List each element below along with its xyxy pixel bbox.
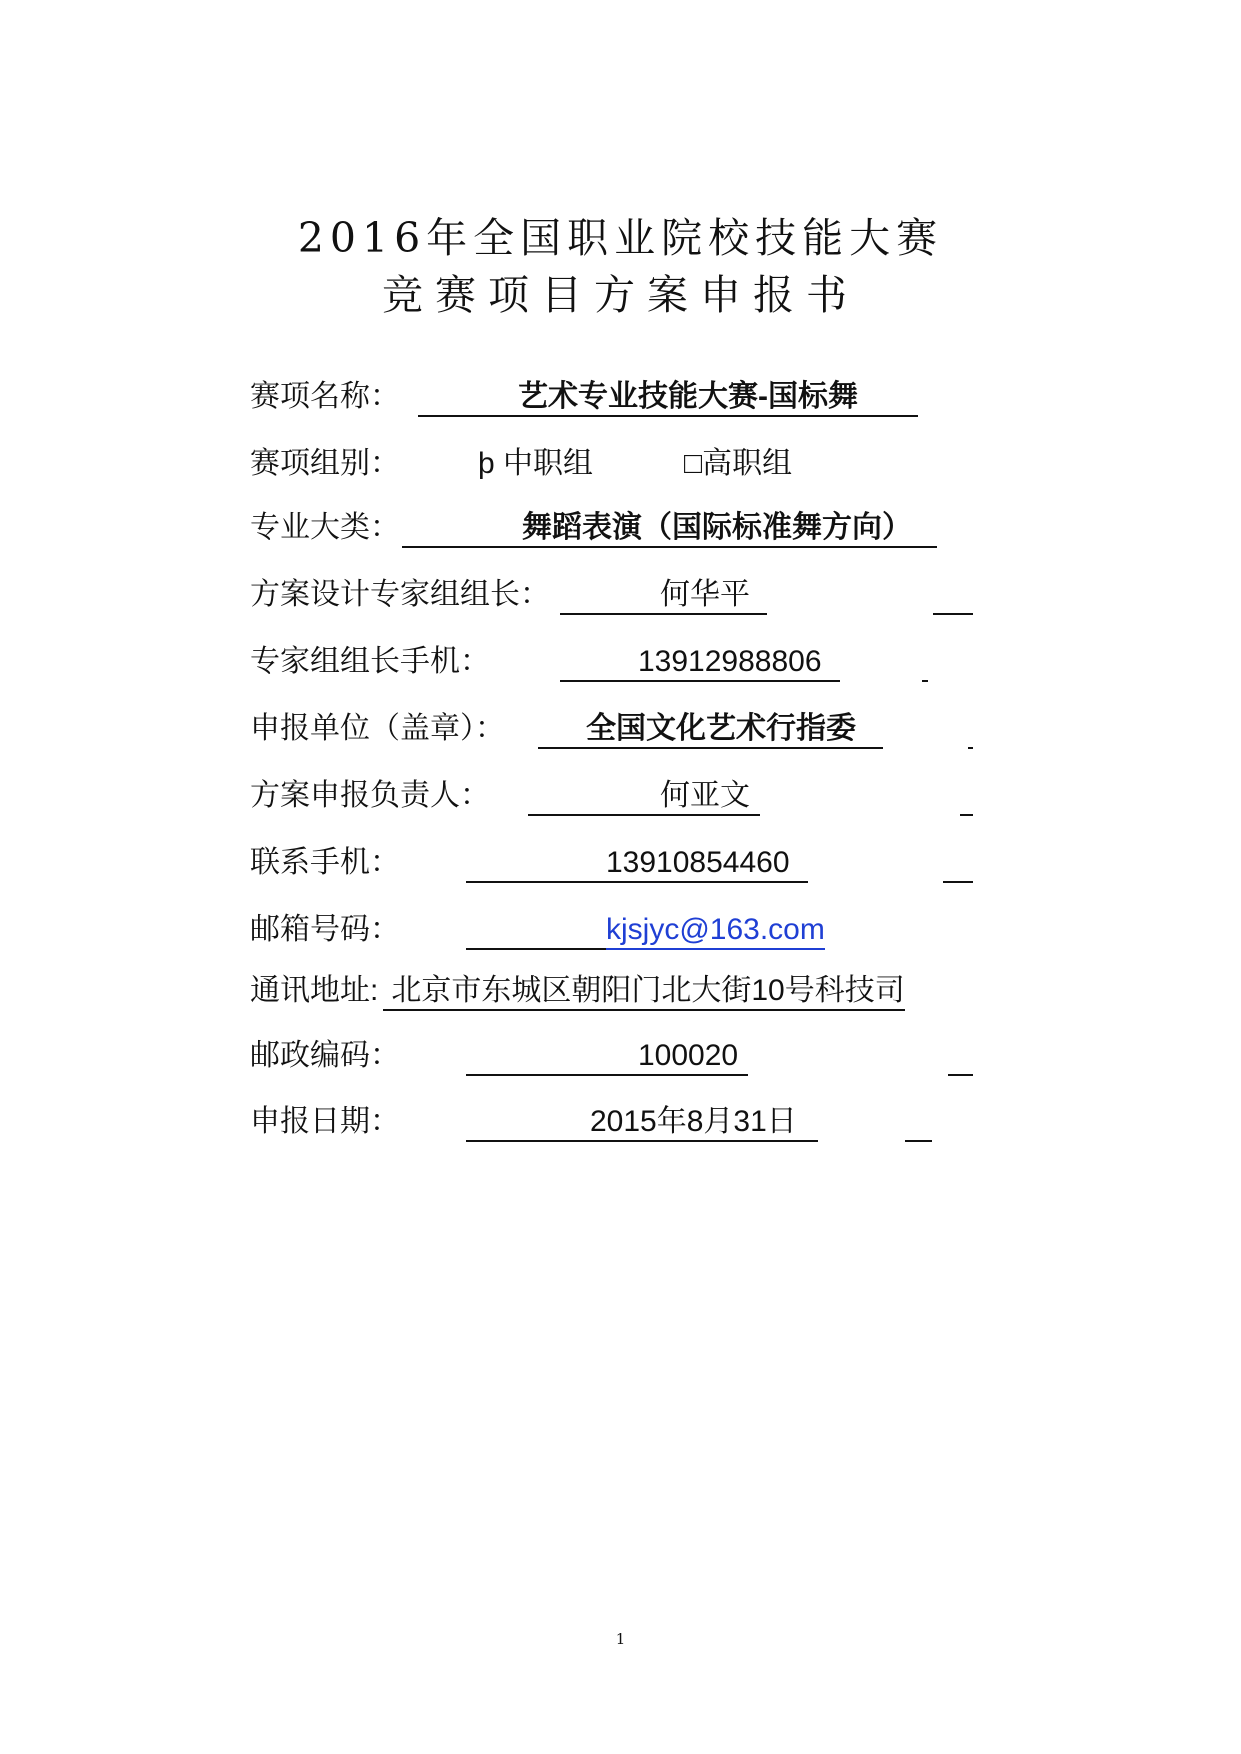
email-underline: [466, 908, 606, 950]
group-option-secondary[interactable]: þ 中职组: [478, 447, 594, 480]
event-name-value: 艺术专业技能大赛-国标舞: [518, 380, 858, 413]
owner-label: 方案申报负责人：: [250, 779, 490, 812]
date-value: 2015年8月31日: [590, 1105, 797, 1138]
field-event-name: [250, 375, 950, 419]
document-subtitle: 竞赛项目方案申报书: [382, 271, 859, 319]
postcode-label: 邮政编码：: [250, 1039, 400, 1072]
document-title: 2016年全国职业院校技能大赛: [297, 214, 944, 262]
owner-value: 何亚文: [660, 779, 750, 812]
category-value: 舞蹈表演（国际标准舞方向）: [522, 511, 912, 544]
field-leader: [250, 573, 980, 617]
email-label: 邮箱号码：: [250, 913, 400, 946]
email-link[interactable]: kjsjyc@163.com: [606, 908, 825, 950]
leader-phone-value: 13912988806: [638, 645, 822, 678]
date-label: 申报日期：: [250, 1105, 400, 1138]
field-category: [250, 506, 950, 550]
org-value: 全国文化艺术行指委: [586, 712, 856, 745]
address-value: 北京市东城区朝阳门北大街10号科技司: [383, 969, 905, 1011]
field-date: [250, 1100, 980, 1144]
leader-phone-label: 专家组组长手机：: [250, 645, 490, 678]
field-address: [250, 969, 980, 1013]
page-number: 1: [615, 1630, 626, 1648]
field-org: [250, 707, 980, 751]
org-label: 申报单位（盖章）：: [250, 712, 505, 745]
event-name-label: 赛项名称：: [250, 380, 400, 413]
field-leader-phone: [250, 640, 980, 684]
address-label: 通讯地址:: [250, 974, 379, 1007]
group-label: 赛项组别：: [250, 447, 400, 480]
field-email: [250, 908, 980, 952]
field-postcode: [250, 1034, 980, 1078]
leader-label: 方案设计专家组组长：: [250, 578, 550, 611]
category-label: 专业大类：: [250, 511, 400, 544]
phone-value: 13910854460: [606, 846, 790, 879]
group-option-higher[interactable]: □高职组: [684, 447, 793, 480]
field-group: [250, 442, 900, 486]
postcode-value: 100020: [638, 1039, 739, 1072]
field-owner: [250, 774, 980, 818]
field-phone: [250, 841, 980, 885]
leader-value: 何华平: [660, 578, 750, 611]
phone-label: 联系手机：: [250, 846, 400, 879]
